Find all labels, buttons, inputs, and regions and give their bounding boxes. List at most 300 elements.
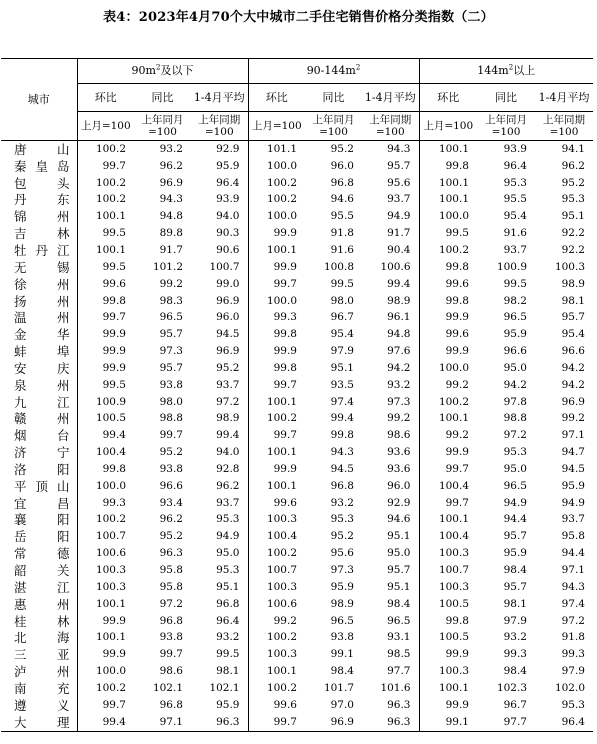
index-value: 99.4	[77, 714, 134, 731]
table-row	[1, 528, 593, 545]
index-value: 94.2	[561, 378, 585, 391]
index-value: 100.1	[77, 208, 134, 225]
index-value: 99.9	[248, 343, 305, 360]
index-value: 100.3	[419, 663, 477, 680]
city-name: 无锡	[14, 259, 70, 275]
index-value: 100.4	[419, 528, 477, 545]
sub-header-yoy: 同比	[134, 84, 191, 112]
index-value: 95.8	[561, 530, 585, 543]
index-value: 94.9	[387, 210, 411, 223]
index-value: 99.7	[77, 697, 134, 714]
index-value: 95.7	[387, 159, 411, 172]
index-value: 97.3	[330, 564, 354, 577]
city-name: 丹东	[14, 192, 70, 208]
index-value: 93.2	[330, 496, 354, 509]
index-value: 96.0	[330, 159, 354, 172]
base-header-yoy: 上年同月=100	[134, 112, 191, 141]
index-value: 100.2	[248, 680, 305, 697]
index-value: 90.6	[216, 243, 240, 256]
table-row	[1, 646, 593, 663]
city-name: 赣州	[14, 411, 70, 427]
index-value: 102.0	[554, 681, 585, 694]
index-value: 98.4	[330, 665, 354, 678]
index-value: 97.9	[330, 345, 354, 358]
city-name: 三亚	[14, 647, 70, 663]
index-value: 99.9	[77, 646, 134, 663]
index-value: 100.3	[554, 260, 585, 273]
index-value: 100.2	[419, 394, 477, 411]
index-value: 93.2	[216, 631, 240, 644]
index-value: 95.0	[503, 462, 527, 475]
city-name: 泸州	[14, 664, 70, 680]
base-header-mom: 上月=100	[248, 112, 305, 141]
sub-header-mom: 环比	[248, 84, 305, 112]
group-header-large: $144m^2$以上	[419, 59, 593, 84]
index-value: 92.9	[387, 496, 411, 509]
sub-header-mom: 环比	[77, 84, 134, 112]
index-value: 98.5	[387, 648, 411, 661]
index-value: 94.9	[216, 530, 240, 543]
table-row	[1, 596, 593, 613]
index-value: 99.8	[419, 259, 477, 276]
index-value: 100.2	[248, 175, 305, 192]
table-row	[1, 411, 593, 428]
index-value: 99.9	[248, 259, 305, 276]
index-value: 100.1	[248, 478, 305, 495]
city-name: 锦州	[14, 209, 70, 225]
index-value: 99.7	[248, 714, 305, 731]
base-header-yoy: 上年同月=100	[305, 112, 362, 141]
table-row	[1, 461, 593, 478]
index-value: 95.4	[561, 328, 585, 341]
index-value: 99.0	[216, 277, 240, 290]
index-value: 96.2	[561, 159, 585, 172]
index-value: 98.1	[216, 665, 240, 678]
index-value: 100.3	[248, 512, 305, 529]
index-value: 94.5	[330, 462, 354, 475]
index-value: 91.6	[330, 243, 354, 256]
index-value: 96.4	[216, 614, 240, 627]
index-value: 100.7	[248, 562, 305, 579]
group-header-small: $90m^2$及以下	[77, 59, 248, 84]
index-value: 100.7	[209, 260, 240, 273]
index-value: 96.2	[159, 513, 183, 526]
index-value: 93.8	[159, 462, 183, 475]
index-value: 98.2	[503, 294, 527, 307]
table-row	[1, 259, 593, 276]
index-value: 92.9	[216, 142, 240, 155]
table-row	[1, 242, 593, 259]
index-value: 99.2	[248, 613, 305, 630]
index-value: 95.1	[216, 580, 240, 593]
index-value: 91.8	[330, 227, 354, 240]
index-value: 93.8	[159, 378, 183, 391]
city-name: 济宁	[14, 445, 70, 461]
index-value: 100.8	[323, 260, 354, 273]
index-value: 93.6	[387, 462, 411, 475]
sub-header-yoy: 同比	[477, 84, 535, 112]
index-value: 100.2	[77, 680, 134, 697]
index-value: 96.9	[159, 176, 183, 189]
index-value: 96.8	[216, 597, 240, 610]
index-value: 94.6	[330, 193, 354, 206]
index-value: 95.1	[387, 530, 411, 543]
city-name: 蚌埠	[14, 344, 70, 360]
index-value: 95.2	[216, 361, 240, 374]
index-value: 94.9	[561, 496, 585, 509]
index-value: 91.7	[159, 243, 183, 256]
table-row	[1, 697, 593, 714]
index-value: 99.7	[159, 429, 183, 442]
index-value: 93.7	[387, 193, 411, 206]
index-value: 100.1	[77, 242, 134, 259]
table-row	[1, 141, 593, 158]
index-value: 99.1	[419, 714, 477, 731]
city-name: 包头	[14, 175, 70, 191]
index-value: 94.0	[216, 210, 240, 223]
index-value: 100.1	[419, 512, 477, 529]
index-value: 100.6	[380, 260, 411, 273]
index-value: 99.6	[248, 697, 305, 714]
index-value: 99.8	[419, 613, 477, 630]
index-value: 97.6	[387, 345, 411, 358]
index-value: 95.9	[216, 159, 240, 172]
index-value: 98.1	[561, 294, 585, 307]
index-value: 99.7	[248, 427, 305, 444]
index-value: 97.8	[503, 395, 527, 408]
index-value: 98.9	[216, 412, 240, 425]
index-value: 94.3	[387, 142, 411, 155]
index-value: 93.4	[159, 496, 183, 509]
index-value: 96.0	[216, 311, 240, 324]
table-row	[1, 545, 593, 562]
index-value: 94.7	[561, 446, 585, 459]
index-value: 95.9	[503, 328, 527, 341]
sub-header-avg: 1-4月平均	[535, 84, 593, 112]
index-value: 99.8	[248, 360, 305, 377]
index-value: 100.5	[77, 411, 134, 428]
table-body	[1, 141, 593, 732]
sub-header-mom: 环比	[419, 84, 477, 112]
base-header-avg: 上年同期=100	[362, 112, 419, 141]
index-value: 100.3	[419, 579, 477, 596]
index-value: 94.2	[387, 361, 411, 374]
city-name: 洛阳	[14, 461, 70, 477]
base-header-mom: 上月=100	[77, 112, 134, 141]
index-value: 101.2	[152, 260, 183, 273]
index-value: 99.5	[77, 259, 134, 276]
index-value: 92.8	[216, 462, 240, 475]
index-value: 99.3	[77, 495, 134, 512]
table-row	[1, 579, 593, 596]
index-value: 95.3	[503, 176, 527, 189]
index-value: 98.4	[503, 665, 527, 678]
index-value: 99.9	[419, 343, 477, 360]
index-value: 100.1	[419, 175, 477, 192]
index-value: 92.2	[561, 243, 585, 256]
city-name: 安庆	[14, 360, 70, 376]
index-value: 98.4	[387, 597, 411, 610]
index-value: 96.3	[387, 698, 411, 711]
table-row	[1, 309, 593, 326]
index-value: 99.9	[419, 697, 477, 714]
index-value: 94.3	[330, 446, 354, 459]
city-name: 大理	[1, 714, 77, 731]
index-value: 98.0	[159, 395, 183, 408]
index-value: 95.1	[561, 210, 585, 223]
index-value: 95.8	[159, 580, 183, 593]
index-value: 100.2	[419, 242, 477, 259]
city-name: 韶关	[14, 563, 70, 579]
index-value: 93.8	[330, 631, 354, 644]
index-value: 92.2	[561, 227, 585, 240]
index-value: 100.4	[248, 528, 305, 545]
index-value: 101.6	[380, 681, 411, 694]
index-value: 100.1	[77, 629, 134, 646]
index-value: 100.3	[419, 545, 477, 562]
table-row	[1, 276, 593, 293]
index-value: 99.2	[159, 277, 183, 290]
index-value: 99.3	[248, 309, 305, 326]
index-value: 95.4	[503, 210, 527, 223]
index-value: 99.2	[419, 377, 477, 394]
sub-header-avg: 1-4月平均	[191, 84, 248, 112]
index-value: 96.9	[561, 395, 585, 408]
index-value: 93.9	[503, 142, 527, 155]
index-value: 99.6	[419, 326, 477, 343]
index-value: 94.5	[216, 328, 240, 341]
table-row	[1, 680, 593, 697]
index-value: 99.7	[419, 461, 477, 478]
index-value: 97.2	[561, 614, 585, 627]
sub-header-avg: 1-4月平均	[362, 84, 419, 112]
city-name: 襄阳	[14, 512, 70, 528]
index-value: 97.9	[561, 665, 585, 678]
index-value: 93.7	[561, 513, 585, 526]
index-value: 99.7	[159, 648, 183, 661]
index-value: 96.2	[159, 159, 183, 172]
city-name: 平顶山	[14, 478, 70, 494]
index-value: 99.7	[248, 377, 305, 394]
index-value: 98.6	[159, 665, 183, 678]
index-value: 96.4	[535, 714, 593, 731]
index-value: 100.2	[248, 411, 305, 428]
index-value: 94.4	[503, 513, 527, 526]
index-value: 96.5	[503, 479, 527, 492]
index-value: 99.4	[77, 427, 134, 444]
index-value: 99.9	[419, 309, 477, 326]
index-value: 100.1	[419, 411, 477, 428]
index-value: 100.0	[248, 293, 305, 310]
base-header-avg: 上年同期=100	[535, 112, 593, 141]
index-value: 99.8	[419, 158, 477, 175]
city-name: 扬州	[14, 293, 70, 309]
index-value: 97.3	[387, 395, 411, 408]
base-header-yoy: 上年同月=100	[477, 112, 535, 141]
index-value: 94.8	[159, 210, 183, 223]
index-value: 93.2	[159, 142, 183, 155]
table-row	[1, 208, 593, 225]
index-value: 98.8	[503, 412, 527, 425]
city-name: 九江	[14, 394, 70, 410]
index-value: 97.2	[159, 597, 183, 610]
index-value: 94.9	[503, 496, 527, 509]
table-row	[1, 175, 593, 192]
index-value: 95.9	[561, 479, 585, 492]
index-value: 99.5	[77, 377, 134, 394]
index-value: 99.5	[419, 225, 477, 242]
index-value: 100.1	[419, 680, 477, 697]
index-value: 95.3	[330, 513, 354, 526]
table-row	[1, 512, 593, 529]
index-value: 99.6	[419, 276, 477, 293]
index-value: 99.2	[387, 412, 411, 425]
index-value: 99.4	[330, 412, 354, 425]
index-value: 97.0	[330, 698, 354, 711]
city-name: 北海	[14, 630, 70, 646]
index-value: 93.8	[159, 631, 183, 644]
index-value: 100.1	[248, 663, 305, 680]
index-value: 96.7	[503, 698, 527, 711]
index-value: 100.3	[77, 562, 134, 579]
index-value: 99.4	[387, 277, 411, 290]
index-value: 100.0	[248, 208, 305, 225]
table-row	[1, 343, 593, 360]
index-value: 95.6	[387, 176, 411, 189]
index-value: 94.5	[561, 462, 585, 475]
index-value: 100.0	[419, 360, 477, 377]
city-name: 吉林	[14, 226, 70, 242]
index-value: 95.5	[330, 210, 354, 223]
table-row	[1, 444, 593, 461]
index-value: 90.4	[387, 243, 411, 256]
index-value: 93.6	[387, 446, 411, 459]
index-value: 100.1	[419, 192, 477, 209]
index-value: 95.2	[330, 530, 354, 543]
index-value: 95.2	[159, 530, 183, 543]
index-value: 98.9	[561, 277, 585, 290]
index-value: 99.5	[330, 277, 354, 290]
index-value: 95.5	[503, 193, 527, 206]
city-name: 唐山	[14, 141, 70, 157]
index-value: 97.1	[561, 429, 585, 442]
index-value: 100.1	[419, 141, 477, 158]
index-value: 96.5	[503, 311, 527, 324]
index-value: 95.0	[216, 547, 240, 560]
city-name: 岳阳	[14, 529, 70, 545]
index-value: 99.7	[419, 495, 477, 512]
index-value: 99.8	[419, 293, 477, 310]
index-value: 100.6	[248, 596, 305, 613]
table-row	[1, 427, 593, 444]
index-value: 101.7	[323, 681, 354, 694]
index-value: 95.7	[503, 580, 527, 593]
base-header-avg: 上年同期=100	[191, 112, 248, 141]
index-value: 96.3	[191, 714, 248, 731]
index-value: 96.5	[387, 614, 411, 627]
index-value: 95.0	[503, 361, 527, 374]
index-value: 100.0	[77, 478, 134, 495]
index-value: 97.3	[159, 345, 183, 358]
index-value: 102.3	[496, 681, 527, 694]
index-value: 97.2	[503, 429, 527, 442]
index-value: 99.8	[77, 293, 134, 310]
index-value: 97.2	[216, 395, 240, 408]
index-value: 99.9	[77, 613, 134, 630]
index-value: 97.1	[134, 714, 191, 731]
index-value: 100.1	[248, 394, 305, 411]
index-value: 100.2	[77, 141, 134, 158]
index-value: 96.2	[216, 479, 240, 492]
index-value: 97.7	[477, 714, 535, 731]
index-value: 95.0	[387, 547, 411, 560]
index-value: 96.0	[387, 479, 411, 492]
index-value: 93.5	[330, 378, 354, 391]
table-row	[1, 377, 593, 394]
table-row	[1, 360, 593, 377]
index-value: 100.1	[77, 596, 134, 613]
index-value: 99.9	[248, 461, 305, 478]
index-value: 95.3	[561, 193, 585, 206]
city-name: 秦皇岛	[14, 158, 70, 174]
index-value: 98.9	[387, 294, 411, 307]
index-value: 95.2	[561, 176, 585, 189]
index-value: 98.6	[387, 429, 411, 442]
index-value: 100.9	[77, 394, 134, 411]
index-value: 100.4	[77, 444, 134, 461]
index-value: 96.3	[159, 547, 183, 560]
index-value: 99.2	[419, 427, 477, 444]
index-value: 91.7	[387, 227, 411, 240]
index-value: 100.2	[77, 512, 134, 529]
index-value: 96.4	[216, 176, 240, 189]
index-value: 100.6	[77, 545, 134, 562]
index-value: 91.8	[561, 631, 585, 644]
city-name: 遵义	[14, 697, 70, 713]
index-value: 94.4	[561, 547, 585, 560]
index-value: 99.1	[330, 648, 354, 661]
index-value: 100.1	[248, 242, 305, 259]
index-value: 91.6	[503, 227, 527, 240]
index-value: 100.2	[248, 629, 305, 646]
index-value: 102.1	[209, 681, 240, 694]
index-value: 93.2	[387, 378, 411, 391]
index-value: 95.7	[159, 361, 183, 374]
index-value: 96.9	[216, 294, 240, 307]
base-header-mom: 上月=100	[419, 112, 477, 141]
index-value: 95.3	[503, 446, 527, 459]
price-index-table	[1, 58, 593, 732]
index-value: 100.1	[248, 444, 305, 461]
index-value: 99.5	[77, 225, 134, 242]
index-value: 96.8	[159, 614, 183, 627]
index-value: 100.0	[248, 158, 305, 175]
index-value: 96.9	[216, 345, 240, 358]
index-value: 99.7	[77, 158, 134, 175]
index-value: 96.6	[159, 479, 183, 492]
index-value: 100.4	[419, 478, 477, 495]
city-name: 常德	[14, 546, 70, 562]
index-value: 99.9	[248, 225, 305, 242]
city-name: 宜昌	[14, 495, 70, 511]
index-value: 97.4	[561, 597, 585, 610]
index-value: 95.7	[561, 311, 585, 324]
sub-header-yoy: 同比	[305, 84, 362, 112]
index-value: 100.5	[419, 596, 477, 613]
index-value: 96.5	[330, 614, 354, 627]
index-value: 95.2	[159, 446, 183, 459]
index-value: 99.7	[248, 276, 305, 293]
